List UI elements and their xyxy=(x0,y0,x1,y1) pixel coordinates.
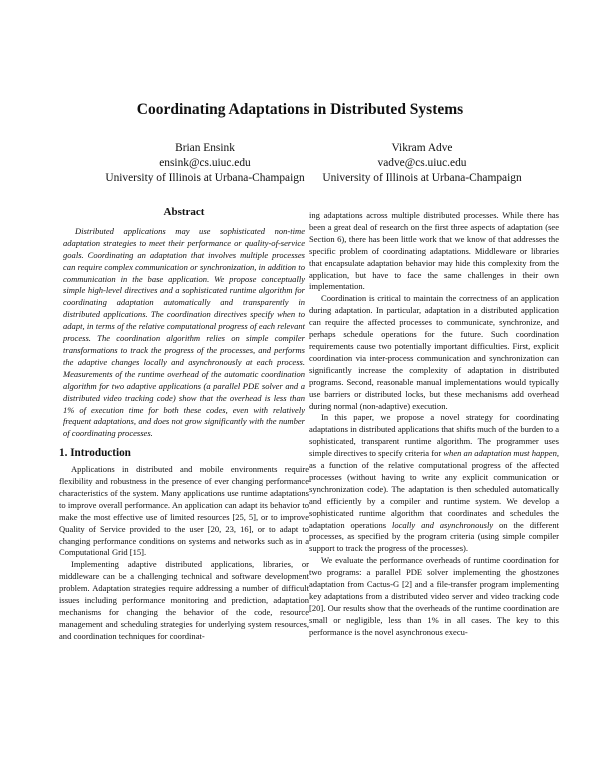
p3-part-c: on the different processes, as specified by the program criteria (using simple compiler support to track the progress of the processes). xyxy=(309,519,559,554)
right-paragraph-3 xyxy=(309,412,559,555)
intro-paragraph-2: Implementing adaptive distributed applications, libraries, or middleware can be a challenging technical and software development problem. Adaptation strategies require addressing a number of difficult issues including performance monitoring and prediction, adaptation mechanisms for changing the behavior of the code, resource management and scheduling strategies for underlying system resources, and coordination techniques for coordinat- xyxy=(59,559,309,641)
author-block-2 xyxy=(307,141,537,185)
author-name: Brian Ensink xyxy=(175,142,235,154)
author-affiliation: University of Illinois at Urbana-Champaign xyxy=(322,171,522,184)
right-paragraph-4: We evaluate the performance overheads of runtime coordination for two programs: a parallel PDE solver implementing the ghostzones adaptation from Cactus-G [2] and a file-transfer program implementing key adaptations from a distributed video server and video tracking code [20]. Our results show that the overheads of the runtime coordination are small or negligible, less than 1% in all cases. The key to this performance is the novel asynchronous execu- xyxy=(309,555,559,637)
paper-title: Coordinating Adaptations in Distributed Systems xyxy=(136,101,464,118)
right-paragraph-2: Coordination is critical to maintain the correctness of an application during adaptation. In particular, adaptation in a distributed application can require the affected processes to communicate, synchronize, and perhaps schedule operations for the future. Such coordination requirements cause two potentially important difficulties. First, explicit coordination via inter-process communication and synchronization can significantly increase the complexity of adaptation in distributed programs. Second, reasonable manual implementations would typically use barriers or distributed locks, but these mechanisms add overhead during normal (non-adaptive) execution. xyxy=(309,293,559,411)
p3-emphasis-1: when an adaptation must happen xyxy=(443,448,557,459)
author-block-1 xyxy=(90,141,320,185)
left-column xyxy=(59,207,309,643)
p3-emphasis-2: locally and asynchronously xyxy=(391,519,494,530)
abstract-text: Distributed applications may use sophisticated non-time adaptation strategies to meet their performance or quality-of-service goals. Coordinating an adaptation that involves multiple processes can require complex communication or synchronization, in addition to communication in the base application. We propose conceptually simple high-level directives and a sophisticated runtime algorithm for coordinating adaptation automatically and transparently in distributed applications. The coordination directives specify when to adapt, in terms of the relative computational progress of each relevant process. The coordination algorithm relies on simple compiler transformations to track the progress of the processes, and performs the adaptive changes locally and asynchronously at each process. Measurements of the runtime overhead of the automatic coordination algorithm for two adaptive applications (a parallel PDE solver and a distributed video tracking code) show that the overhead is less than 1% of execution time for both these codes, even with relatively frequent adaptations, and does not grow significantly with the number of coordinating processes. xyxy=(63,225,305,439)
author-name: Vikram Adve xyxy=(391,142,453,154)
right-column xyxy=(309,210,559,639)
author-email: ensink@cs.uiuc.edu xyxy=(159,156,251,169)
author-affiliation: University of Illinois at Urbana-Champaign xyxy=(105,171,305,184)
p3-part-a: In this paper, we propose a novel strategy for coordinating adaptations in distributed applications that shifts much of the burden to a sophisticated, transparent runtime algorithm. The programmer uses simple directives to specify criteria for xyxy=(309,412,559,459)
intro-paragraph-1: Applications in distributed and mobile environments require flexibility and robustness in the presence of ever changing performance characteristics of the system. Many applications use runtime adaptations to improve overall performance. An application can adapt its behavior to make the most effective use of limited resources [25, 5], or to improve Quality of Service provided to the user [20, 23, 16], or to adapt to changing performance conditions on systems and networks such as in a Computational Grid [15]. xyxy=(59,464,309,558)
p3-part-b: , as a function of the relative computational progress of the affected processes (without having to write any explicit communication or synchronization code). The adaptation is then scheduled automatically and efficiently by a compiler and runtime system. We develop a sophisticated runtime algorithm that coordinates and schedules the adaptation operations xyxy=(309,448,559,530)
right-paragraph-1: ing adaptations across multiple distributed processes. While there has been a great deal of research on the first three aspects of adaptation (see Section 6), there has been little work that we know of that addresses the specific problem of coordinating adaptations. Middleware or libraries that encapsulate adaptation behavior may hide this complexity from the application, but have to face the same challenges in their own implementation. xyxy=(309,210,559,292)
author-email: vadve@cs.uiuc.edu xyxy=(377,156,467,169)
abstract-heading: Abstract xyxy=(163,206,205,218)
section-heading-introduction: 1. Introduction xyxy=(59,447,131,460)
